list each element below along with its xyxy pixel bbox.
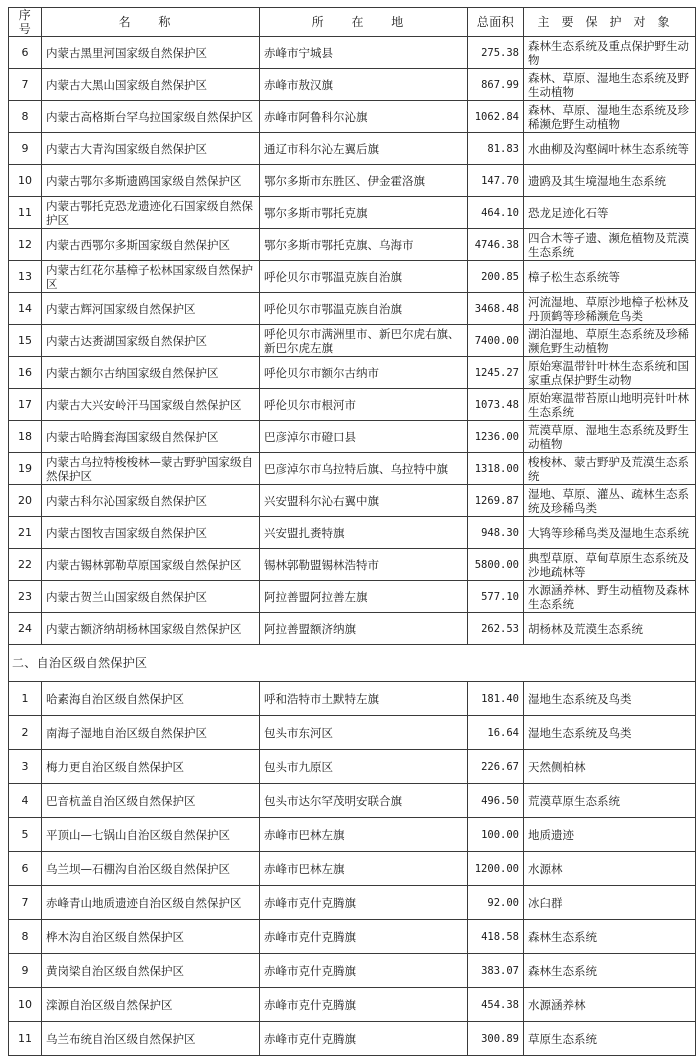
cell-name: 南海子湿地自治区级自然保护区 (42, 716, 260, 750)
cell-location: 巴彦淖尔市磴口县 (260, 421, 468, 453)
table-row (9, 485, 696, 517)
table-row (9, 517, 696, 549)
cell-area: 200.85 (468, 261, 524, 293)
cell-area: 948.30 (468, 517, 524, 549)
cell-location: 巴彦淖尔市乌拉特后旗、乌拉特中旗 (260, 453, 468, 485)
header-objects: 主要保护对象 (524, 8, 696, 37)
cell-objects: 遗鸥及其生境湿地生态系统 (524, 165, 696, 197)
cell-objects: 湖泊湿地、草原生态系统及珍稀濒危野生动植物 (524, 325, 696, 357)
cell-area: 867.99 (468, 69, 524, 101)
cell-location: 兴安盟扎赉特旗 (260, 517, 468, 549)
cell-name: 内蒙古锡林郭勒草原国家级自然保护区 (42, 549, 260, 581)
cell-name: 内蒙古红花尔基樟子松林国家级自然保护区 (42, 261, 260, 293)
cell-area: 464.10 (468, 197, 524, 229)
cell-no: 6 (9, 852, 42, 886)
cell-area: 147.70 (468, 165, 524, 197)
table-row (9, 453, 696, 485)
table-row (9, 1022, 696, 1056)
cell-objects: 冰臼群 (524, 886, 696, 920)
cell-area: 1245.27 (468, 357, 524, 389)
cell-no: 18 (9, 421, 42, 453)
table-row (9, 818, 696, 852)
cell-no: 24 (9, 613, 42, 645)
cell-name: 内蒙古大黑山国家级自然保护区 (42, 69, 260, 101)
table-row (9, 954, 696, 988)
table-row (9, 165, 696, 197)
cell-name: 平顶山—七锅山自治区级自然保护区 (42, 818, 260, 852)
cell-objects: 地质遗迹 (524, 818, 696, 852)
cell-name: 黄岗梁自治区级自然保护区 (42, 954, 260, 988)
cell-location: 鄂尔多斯市东胜区、伊金霍洛旗 (260, 165, 468, 197)
cell-objects: 森林、草原、湿地生态系统及珍稀濒危野生动植物 (524, 101, 696, 133)
cell-location: 包头市达尔罕茂明安联合旗 (260, 784, 468, 818)
cell-name: 桦木沟自治区级自然保护区 (42, 920, 260, 954)
cell-location: 兴安盟科尔沁右翼中旗 (260, 485, 468, 517)
cell-objects: 森林、草原、湿地生态系统及野生动植物 (524, 69, 696, 101)
cell-location: 锡林郭勒盟锡林浩特市 (260, 549, 468, 581)
cell-location: 赤峰市克什克腾旗 (260, 920, 468, 954)
nature-reserve-table (8, 7, 696, 1056)
cell-no: 2 (9, 716, 42, 750)
cell-name: 内蒙古西鄂尔多斯国家级自然保护区 (42, 229, 260, 261)
cell-objects: 水源林 (524, 852, 696, 886)
cell-name: 滦源自治区级自然保护区 (42, 988, 260, 1022)
cell-name: 内蒙古图牧吉国家级自然保护区 (42, 517, 260, 549)
cell-area: 454.38 (468, 988, 524, 1022)
cell-no: 6 (9, 37, 42, 69)
cell-objects: 四合木等孑遗、濒危植物及荒漠生态系统 (524, 229, 696, 261)
cell-area: 1236.00 (468, 421, 524, 453)
cell-objects: 水曲柳及沟壑阔叶林生态系统等 (524, 133, 696, 165)
cell-area: 383.07 (468, 954, 524, 988)
table-row (9, 197, 696, 229)
cell-area: 3468.48 (468, 293, 524, 325)
cell-no: 15 (9, 325, 42, 357)
cell-location: 呼伦贝尔市根河市 (260, 389, 468, 421)
table-row (9, 920, 696, 954)
cell-location: 呼伦贝尔市鄂温克族自治旗 (260, 261, 468, 293)
cell-objects: 原始寒温带针叶林生态系统和国家重点保护野生动物 (524, 357, 696, 389)
cell-location: 赤峰市克什克腾旗 (260, 1022, 468, 1056)
cell-no: 9 (9, 133, 42, 165)
cell-objects: 原始寒温带苔原山地明亮针叶林生态系统 (524, 389, 696, 421)
table-row (9, 389, 696, 421)
table-row (9, 784, 696, 818)
cell-objects: 荒漠草原生态系统 (524, 784, 696, 818)
cell-area: 1073.48 (468, 389, 524, 421)
cell-objects: 天然侧柏林 (524, 750, 696, 784)
cell-no: 11 (9, 1022, 42, 1056)
cell-no: 17 (9, 389, 42, 421)
cell-name: 巴音杭盖自治区级自然保护区 (42, 784, 260, 818)
cell-area: 16.64 (468, 716, 524, 750)
cell-area: 418.58 (468, 920, 524, 954)
cell-area: 577.10 (468, 581, 524, 613)
cell-location: 呼和浩特市土默特左旗 (260, 682, 468, 716)
cell-name: 内蒙古辉河国家级自然保护区 (42, 293, 260, 325)
cell-objects: 水源涵养林 (524, 988, 696, 1022)
regional-reserves-body (9, 682, 696, 1056)
cell-no: 16 (9, 357, 42, 389)
table-row (9, 716, 696, 750)
cell-objects: 樟子松生态系统等 (524, 261, 696, 293)
cell-area: 4746.38 (468, 229, 524, 261)
cell-area: 275.38 (468, 37, 524, 69)
table-row (9, 750, 696, 784)
cell-no: 10 (9, 165, 42, 197)
cell-objects: 典型草原、草甸草原生态系统及沙地疏林等 (524, 549, 696, 581)
cell-location: 赤峰市克什克腾旗 (260, 886, 468, 920)
cell-location: 阿拉善盟额济纳旗 (260, 613, 468, 645)
cell-objects: 荒漠草原、湿地生态系统及野生动植物 (524, 421, 696, 453)
cell-name: 梅力更自治区级自然保护区 (42, 750, 260, 784)
cell-area: 1200.00 (468, 852, 524, 886)
table-row (9, 852, 696, 886)
cell-no: 21 (9, 517, 42, 549)
header-no: 序号 (9, 8, 42, 37)
cell-objects: 森林生态系统及重点保护野生动物 (524, 37, 696, 69)
cell-location: 鄂尔多斯市鄂托克旗、乌海市 (260, 229, 468, 261)
cell-no: 9 (9, 954, 42, 988)
cell-no: 13 (9, 261, 42, 293)
cell-objects: 草原生态系统 (524, 1022, 696, 1056)
table-row (9, 613, 696, 645)
cell-area: 1062.84 (468, 101, 524, 133)
cell-no: 23 (9, 581, 42, 613)
cell-name: 内蒙古额济纳胡杨林国家级自然保护区 (42, 613, 260, 645)
table-row (9, 229, 696, 261)
cell-no: 8 (9, 101, 42, 133)
cell-objects: 森林生态系统 (524, 954, 696, 988)
cell-location: 通辽市科尔沁左翼后旗 (260, 133, 468, 165)
section-heading: 二、自治区级自然保护区 (9, 645, 696, 682)
cell-no: 14 (9, 293, 42, 325)
cell-name: 内蒙古额尔古纳国家级自然保护区 (42, 357, 260, 389)
cell-name: 内蒙古鄂尔多斯遗鸥国家级自然保护区 (42, 165, 260, 197)
cell-area: 100.00 (468, 818, 524, 852)
cell-objects: 恐龙足迹化石等 (524, 197, 696, 229)
cell-area: 1269.87 (468, 485, 524, 517)
cell-area: 7400.00 (468, 325, 524, 357)
cell-area: 226.67 (468, 750, 524, 784)
cell-no: 7 (9, 69, 42, 101)
header-name: 名 称 (42, 8, 260, 37)
cell-no: 22 (9, 549, 42, 581)
cell-no: 19 (9, 453, 42, 485)
cell-name: 内蒙古科尔沁国家级自然保护区 (42, 485, 260, 517)
cell-no: 12 (9, 229, 42, 261)
table-row (9, 682, 696, 716)
table-row (9, 549, 696, 581)
cell-name: 赤峰青山地质遗迹自治区级自然保护区 (42, 886, 260, 920)
table-row (9, 293, 696, 325)
cell-objects: 湿地生态系统及鸟类 (524, 716, 696, 750)
cell-location: 赤峰市克什克腾旗 (260, 954, 468, 988)
cell-name: 乌兰布统自治区级自然保护区 (42, 1022, 260, 1056)
cell-no: 3 (9, 750, 42, 784)
cell-area: 496.50 (468, 784, 524, 818)
table-row (9, 886, 696, 920)
cell-location: 赤峰市克什克腾旗 (260, 988, 468, 1022)
cell-name: 内蒙古大青沟国家级自然保护区 (42, 133, 260, 165)
cell-objects: 水源涵养林、野生动植物及森林生态系统 (524, 581, 696, 613)
cell-location: 赤峰市巴林左旗 (260, 852, 468, 886)
cell-objects: 湿地、草原、灌丛、疏林生态系统及珍稀鸟类 (524, 485, 696, 517)
cell-location: 包头市东河区 (260, 716, 468, 750)
cell-location: 赤峰市宁城县 (260, 37, 468, 69)
cell-objects: 梭梭林、蒙古野驴及荒漠生态系统 (524, 453, 696, 485)
table-row (9, 69, 696, 101)
table-row (9, 357, 696, 389)
cell-objects: 胡杨林及荒漠生态系统 (524, 613, 696, 645)
cell-location: 阿拉善盟阿拉善左旗 (260, 581, 468, 613)
cell-name: 内蒙古乌拉特梭梭林—蒙古野驴国家级自然保护区 (42, 453, 260, 485)
section-heading-row (9, 645, 696, 682)
cell-location: 赤峰市敖汉旗 (260, 69, 468, 101)
cell-objects: 河流湿地、草原沙地樟子松林及丹顶鹤等珍稀濒危鸟类 (524, 293, 696, 325)
cell-area: 300.89 (468, 1022, 524, 1056)
table-row (9, 325, 696, 357)
cell-area: 262.53 (468, 613, 524, 645)
cell-no: 20 (9, 485, 42, 517)
cell-name: 内蒙古大兴安岭汗马国家级自然保护区 (42, 389, 260, 421)
cell-no: 5 (9, 818, 42, 852)
cell-name: 内蒙古黑里河国家级自然保护区 (42, 37, 260, 69)
cell-area: 92.00 (468, 886, 524, 920)
cell-objects: 大鸨等珍稀鸟类及湿地生态系统 (524, 517, 696, 549)
cell-name: 内蒙古鄂托克恐龙遗迹化石国家级自然保护区 (42, 197, 260, 229)
cell-name: 内蒙古高格斯台罕乌拉国家级自然保护区 (42, 101, 260, 133)
table-row (9, 988, 696, 1022)
cell-name: 内蒙古贺兰山国家级自然保护区 (42, 581, 260, 613)
table-row (9, 37, 696, 69)
cell-no: 10 (9, 988, 42, 1022)
table-row (9, 421, 696, 453)
cell-objects: 湿地生态系统及鸟类 (524, 682, 696, 716)
cell-area: 1318.00 (468, 453, 524, 485)
section-2-body (9, 645, 696, 682)
cell-location: 鄂尔多斯市鄂托克旗 (260, 197, 468, 229)
table-row (9, 581, 696, 613)
table-row (9, 133, 696, 165)
cell-location: 呼伦贝尔市额尔古纳市 (260, 357, 468, 389)
cell-location: 呼伦贝尔市满洲里市、新巴尔虎右旗、新巴尔虎左旗 (260, 325, 468, 357)
table-row (9, 101, 696, 133)
cell-name: 内蒙古哈腾套海国家级自然保护区 (42, 421, 260, 453)
cell-area: 5800.00 (468, 549, 524, 581)
cell-location: 赤峰市巴林左旗 (260, 818, 468, 852)
cell-objects: 森林生态系统 (524, 920, 696, 954)
header-location: 所 在 地 (260, 8, 468, 37)
cell-location: 呼伦贝尔市鄂温克族自治旗 (260, 293, 468, 325)
cell-location: 包头市九原区 (260, 750, 468, 784)
table-row (9, 261, 696, 293)
cell-no: 4 (9, 784, 42, 818)
cell-area: 81.83 (468, 133, 524, 165)
cell-no: 11 (9, 197, 42, 229)
cell-no: 1 (9, 682, 42, 716)
national-reserves-body (9, 37, 696, 645)
cell-name: 乌兰坝—石棚沟自治区级自然保护区 (42, 852, 260, 886)
cell-location: 赤峰市阿鲁科尔沁旗 (260, 101, 468, 133)
cell-no: 7 (9, 886, 42, 920)
cell-area: 181.40 (468, 682, 524, 716)
header-row (9, 8, 696, 37)
cell-no: 8 (9, 920, 42, 954)
cell-name: 哈素海自治区级自然保护区 (42, 682, 260, 716)
cell-name: 内蒙古达赉湖国家级自然保护区 (42, 325, 260, 357)
header-area: 总面积 (468, 8, 524, 37)
